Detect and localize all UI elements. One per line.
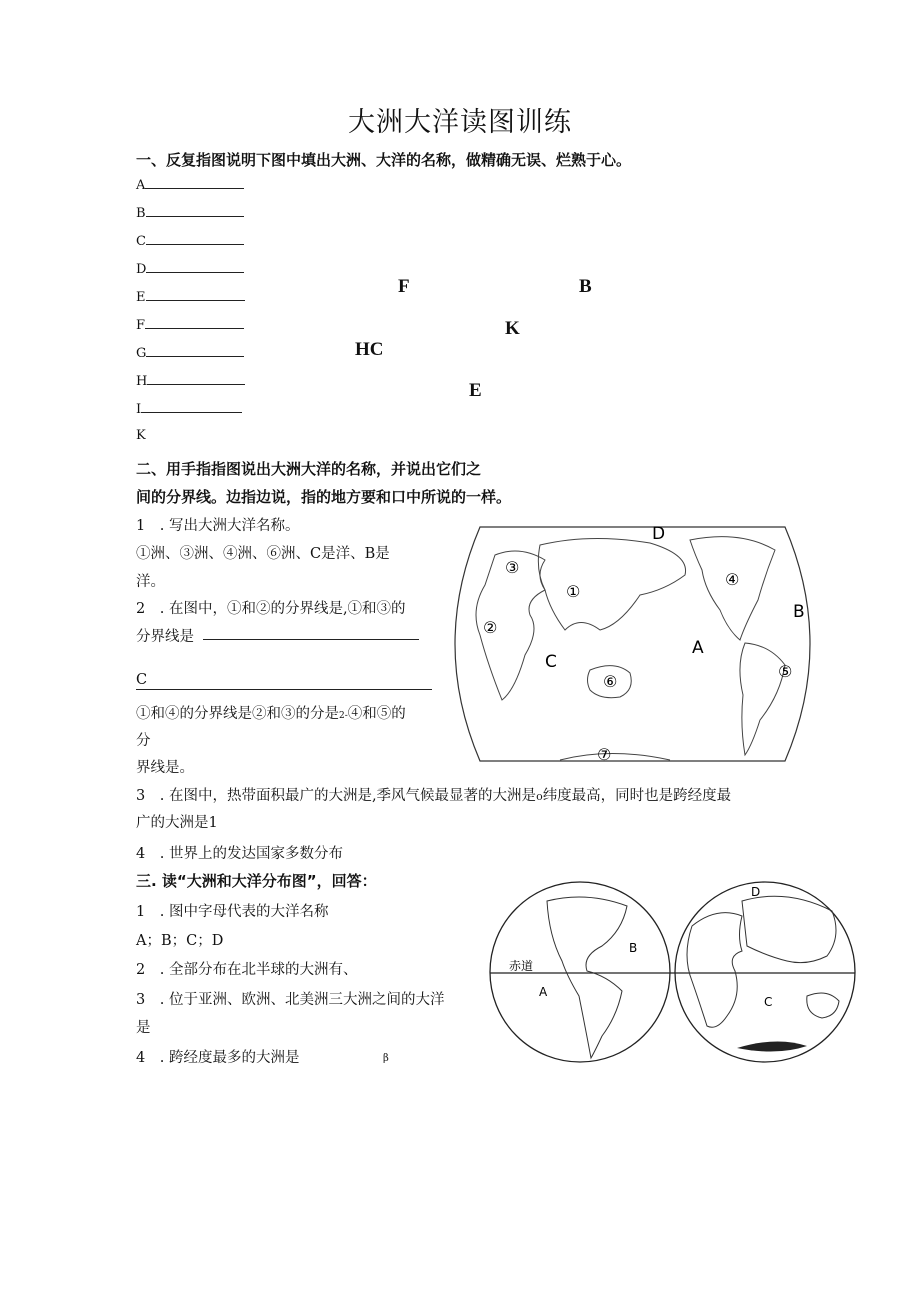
- map-letter-b: B: [793, 602, 805, 622]
- answer-blank[interactable]: [203, 639, 419, 640]
- fill-row: G: [136, 344, 244, 361]
- fill-row: K: [136, 428, 146, 443]
- map-letter-f: F: [398, 276, 410, 297]
- map-letter-a: A: [539, 985, 548, 999]
- map-letter-k: K: [505, 318, 520, 339]
- fill-row: H: [136, 372, 245, 389]
- hemisphere-map: [487, 876, 859, 1066]
- page-title: 大洲大洋读图训练: [348, 107, 572, 138]
- q2-1-line3: 洋。: [136, 574, 165, 590]
- answer-blank[interactable]: [145, 316, 244, 329]
- map-letter-d: D: [652, 524, 666, 544]
- continent-marker-3: ③: [505, 558, 520, 577]
- equator-label: 赤道: [509, 959, 534, 973]
- map-letter-c: C: [764, 995, 773, 1009]
- answer-blank[interactable]: [141, 400, 242, 413]
- answer-blank[interactable]: [146, 344, 244, 357]
- answer-blank[interactable]: [146, 288, 245, 301]
- continent-marker-4: ④: [725, 570, 740, 589]
- q2-2-label-c: C: [136, 672, 148, 688]
- q3-2: 2 . 全部分布在北半球的大洲有、: [136, 962, 358, 978]
- section1-heading: 一、反复指图说明下图中填出大洲、大洋的名称，做精确无误、烂熟于心。: [136, 151, 632, 169]
- q2-4: 4 . 世界上的发达国家多数分布: [136, 846, 343, 862]
- fill-row: D: [136, 260, 244, 277]
- map-letter-a: A: [692, 638, 704, 658]
- q2-2-line2: 分界线是: [136, 629, 194, 645]
- fill-row: A: [136, 176, 244, 193]
- section2-heading-line2: 间的分界线。边指边说，指的地方要和口中所说的一样。: [136, 488, 512, 506]
- map-letter-b: B: [579, 276, 592, 297]
- q2-1: 1 . 写出大洲大洋名称。: [136, 518, 300, 534]
- answer-blank[interactable]: [146, 260, 244, 273]
- section3-heading: 三. 读“大洲和大洋分布图”，回答：: [136, 872, 377, 890]
- q3-3-line2: 是: [136, 1020, 151, 1036]
- continent-marker-1: ①: [566, 582, 581, 601]
- continent-marker-2: ②: [483, 618, 498, 637]
- q2-2-line4: ①和④的分界线是②和③的分是2-④和⑤的: [136, 706, 406, 722]
- continent-marker-5: ⑤: [778, 662, 793, 681]
- answer-blank[interactable]: [136, 689, 432, 690]
- section2-heading-line1: 二、用手指指图说出大洲大洋的名称，并说出它们之: [136, 460, 482, 478]
- q3-3: 3 . 位于亚洲、欧洲、北美洲三大洲之间的大洋: [136, 992, 445, 1008]
- answer-blank[interactable]: [146, 232, 244, 245]
- q2-2: 2 . 在图中，①和②的分界线是,①和③的: [136, 601, 406, 617]
- map-letter-d: D: [751, 885, 761, 899]
- answer-blank[interactable]: [145, 176, 244, 189]
- q2-1-line2: ①洲、③洲、④洲、⑥洲、C是洋、B是: [136, 546, 390, 562]
- map-letter-hc: HC: [355, 339, 384, 360]
- q2-2-line5: 分: [136, 733, 151, 749]
- fill-row: B: [136, 204, 244, 221]
- fill-row: C: [136, 232, 244, 249]
- map-letter-c: C: [545, 652, 557, 672]
- answer-blank[interactable]: [146, 204, 244, 217]
- q3-1-answers: A；B；C；D: [136, 933, 224, 949]
- stray-mark: β: [383, 1053, 389, 1064]
- map-letter-b: B: [629, 941, 638, 955]
- q2-3-line2: 广的大洲是1: [136, 815, 218, 831]
- q2-2-line6: 界线是。: [136, 760, 194, 776]
- fill-row: E: [136, 288, 245, 305]
- map-letter-e: E: [469, 380, 482, 401]
- fill-row: I: [136, 400, 242, 417]
- q3-1: 1 . 图中字母代表的大洋名称: [136, 904, 329, 920]
- answer-blank[interactable]: [147, 372, 245, 385]
- q3-4: 4 . 跨经度最多的大洲是: [136, 1050, 300, 1066]
- continent-marker-6: ⑥: [603, 672, 618, 691]
- q2-3: 3 . 在图中，热带面积最广的大洲是,季风气候最显著的大洲是o纬度最高，同时也是跨经度最: [136, 788, 732, 804]
- fill-row: F: [136, 316, 244, 333]
- world-map-pacific: [440, 515, 826, 773]
- continent-marker-7: ⑦: [597, 745, 612, 764]
